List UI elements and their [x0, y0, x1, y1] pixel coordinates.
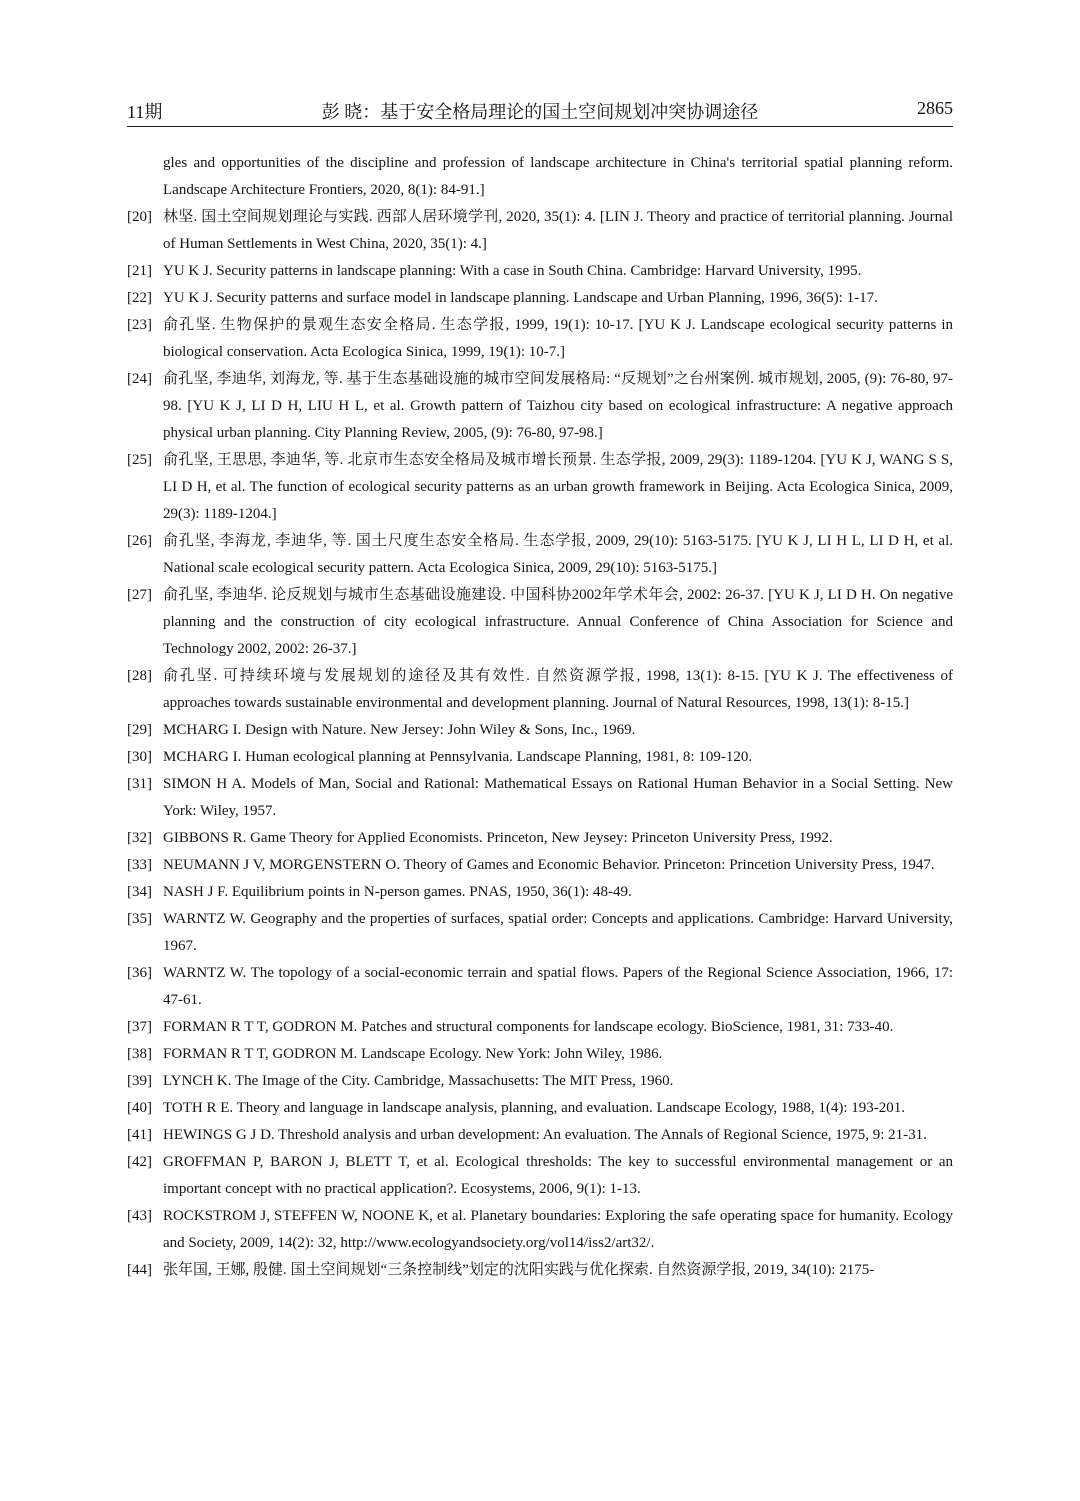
reference-entry: [127, 825, 953, 852]
reference-text: 俞孔坚, 王思思, 李迪华, 等. 北京市生态安全格局及城市增长预景. 生态学报, 2009, 29(3): 1189-1204. [YU K J, WANG S S, LI D H, et al. The function of ecological security patterns as an urban growth framework in Beijing. Acta Ecologica Sinica, 2009, 29(3): 1189-1204.]: [163, 452, 953, 522]
reference-entry: [127, 717, 953, 744]
reference-entry: [127, 852, 953, 879]
reference-text: GROFFMAN P, BARON J, BLETT T, et al. Ecological thresholds: The key to successful environmental management or an important concept with no practical application?. Ecosystems, 2006, 9(1): 1-13.: [163, 1154, 953, 1197]
reference-number: [27]: [127, 587, 152, 603]
reference-entry: [127, 1203, 953, 1257]
reference-entry: [127, 879, 953, 906]
reference-entry: [127, 285, 953, 312]
reference-text: 俞孔坚, 李迪华, 刘海龙, 等. 基于生态基础设施的城市空间发展格局: “反规划”之台州案例. 城市规划, 2005, (9): 76-80, 97-98. [YU K J, LI D H, LIU H L, et al. Growth pattern of Taizhou city based on ecological infrastructure: A negative approach physical urban planning. City Planning Review, 2005, (9): 76-80, 97-98.]: [163, 371, 953, 441]
reference-entry: [127, 258, 953, 285]
reference-entry: [127, 528, 953, 582]
reference-number: [39]: [127, 1073, 152, 1089]
reference-text: NEUMANN J V, MORGENSTERN O. Theory of Games and Economic Behavior. Princeton: Princetion University Press, 1947.: [163, 857, 935, 873]
reference-number: [41]: [127, 1127, 152, 1143]
reference-text: 俞孔坚, 李海龙, 李迪华, 等. 国土尺度生态安全格局. 生态学报, 2009, 29(10): 5163-5175. [YU K J, LI H L, LI D H, et al. National scale ecological security pattern. Acta Ecologica Sinica, 2009, 29(10): 5163-5175.]: [163, 533, 953, 576]
reference-entry: [127, 771, 953, 825]
reference-number: [23]: [127, 317, 152, 333]
reference-number: [22]: [127, 290, 152, 306]
reference-entry: [127, 1014, 953, 1041]
reference-text: 张年国, 王娜, 殷健. 国土空间规划“三条控制线”划定的沈阳实践与优化探索. 自然资源学报, 2019, 34(10): 2175-: [163, 1262, 875, 1278]
reference-entry: [127, 1068, 953, 1095]
reference-text: 俞孔坚, 李迪华. 论反规划与城市生态基础设施建设. 中国科协2002年学术年会, 2002: 26-37. [YU K J, LI D H. On negative planning and the construction of city ecological infrastructure. Annual Conference of China Association for Science and Technology 2002, 2002: 26-37.]: [163, 587, 953, 657]
reference-number: [35]: [127, 911, 152, 927]
reference-number: [26]: [127, 533, 152, 549]
reference-entry: [127, 906, 953, 960]
reference-entry: [127, 150, 953, 204]
reference-number: [32]: [127, 830, 152, 846]
reference-text: HEWINGS G J D. Threshold analysis and urban development: An evaluation. The Annals of Regional Science, 1975, 9: 21-31.: [163, 1127, 927, 1143]
reference-number: [21]: [127, 263, 152, 279]
reference-number: [24]: [127, 371, 152, 387]
reference-number: [20]: [127, 209, 152, 225]
reference-number: [28]: [127, 668, 152, 684]
reference-entry: [127, 312, 953, 366]
reference-entry: [127, 960, 953, 1014]
reference-number: [38]: [127, 1046, 152, 1062]
reference-text: 俞孔坚. 可持续环境与发展规划的途径及其有效性. 自然资源学报, 1998, 13(1): 8-15. [YU K J. The effectiveness of approaches towards sustainable environmental and development planning. Journal of Natural Resources, 1998, 13(1): 8-15.]: [163, 668, 953, 711]
reference-entry: [127, 1149, 953, 1203]
reference-text: 林坚. 国土空间规划理论与实践. 西部人居环境学刊, 2020, 35(1): 4. [LIN J. Theory and practice of territorial planning. Journal of Human Settlements in West China, 2020, 35(1): 4.]: [163, 209, 953, 252]
reference-text: LYNCH K. The Image of the City. Cambridge, Massachusetts: The MIT Press, 1960.: [163, 1073, 674, 1089]
reference-number: [25]: [127, 452, 152, 468]
reference-number: [33]: [127, 857, 152, 873]
reference-entry: [127, 1122, 953, 1149]
reference-text: FORMAN R T T, GODRON M. Landscape Ecology. New York: John Wiley, 1986.: [163, 1046, 663, 1062]
page-number: 2865: [917, 98, 953, 118]
reference-text: TOTH R E. Theory and language in landscape analysis, planning, and evaluation. Landscape Ecology, 1988, 1(4): 193-201.: [163, 1100, 906, 1116]
reference-text: MCHARG I. Human ecological planning at Pennsylvania. Landscape Planning, 1981, 8: 109-120.: [163, 749, 753, 765]
reference-text: 俞孔坚. 生物保护的景观生态安全格局. 生态学报, 1999, 19(1): 10-17. [YU K J. Landscape ecological security patterns in biological conservation. Acta Ecologica Sinica, 1999, 19(1): 10-7.]: [163, 317, 953, 360]
running-title: 彭 晓：基于安全格局理论的国土空间规划冲突协调途径: [321, 102, 759, 122]
reference-text: YU K J. Security patterns and surface model in landscape planning. Landscape and Urban Planning, 1996, 36(5): 1-17.: [163, 290, 878, 306]
reference-number: [34]: [127, 884, 152, 900]
reference-text: MCHARG I. Design with Nature. New Jersey: John Wiley & Sons, Inc., 1969.: [163, 722, 636, 738]
reference-list: [127, 150, 953, 1284]
reference-entry: [127, 447, 953, 528]
reference-entry: [127, 1257, 953, 1284]
reference-number: [31]: [127, 776, 152, 792]
reference-text: FORMAN R T T, GODRON M. Patches and structural components for landscape ecology. BioScience, 1981, 31: 733-40.: [163, 1019, 894, 1035]
reference-text: ROCKSTROM J, STEFFEN W, NOONE K, et al. Planetary boundaries: Exploring the safe operating space for humanity. Ecology and Society, 2009, 14(2): 32, http://www.ecologyandsociety.org/vol14/iss2/art32/.: [163, 1208, 953, 1251]
reference-entry: [127, 204, 953, 258]
reference-number: [43]: [127, 1208, 152, 1224]
reference-number: [36]: [127, 965, 152, 981]
reference-text: GIBBONS R. Game Theory for Applied Economists. Princeton, New Jeysey: Princeton University Press, 1992.: [163, 830, 833, 846]
reference-number: [42]: [127, 1154, 152, 1170]
reference-text: WARNTZ W. The topology of a social-economic terrain and spatial flows. Papers of the Regional Science Association, 1966, 17: 47-61.: [163, 965, 953, 1008]
reference-number: [37]: [127, 1019, 152, 1035]
reference-number: [44]: [127, 1262, 152, 1278]
page-header: [127, 96, 953, 127]
reference-entry: [127, 366, 953, 447]
reference-entry: [127, 582, 953, 663]
reference-entry: [127, 1041, 953, 1068]
reference-text: gles and opportunities of the discipline and profession of landscape architecture in China's territorial spatial planning reform. Landscape Architecture Frontiers, 2020, 8(1): 84-91.]: [163, 155, 953, 198]
reference-text: YU K J. Security patterns in landscape planning: With a case in South China. Cambridge: Harvard University, 1995.: [163, 263, 862, 279]
reference-text: WARNTZ W. Geography and the properties of surfaces, spatial order: Concepts and applications. Cambridge: Harvard University, 1967.: [163, 911, 953, 954]
reference-text: SIMON H A. Models of Man, Social and Rational: Mathematical Essays on Rational Human Behavior in a Social Setting. New York: Wiley, 1957.: [163, 776, 953, 819]
reference-entry: [127, 663, 953, 717]
issue-label: 11期: [127, 102, 163, 122]
reference-entry: [127, 1095, 953, 1122]
reference-entry: [127, 744, 953, 771]
reference-number: [29]: [127, 722, 152, 738]
reference-text: NASH J F. Equilibrium points in N-person games. PNAS, 1950, 36(1): 48-49.: [163, 884, 632, 900]
reference-number: [40]: [127, 1100, 152, 1116]
reference-number: [30]: [127, 749, 152, 765]
